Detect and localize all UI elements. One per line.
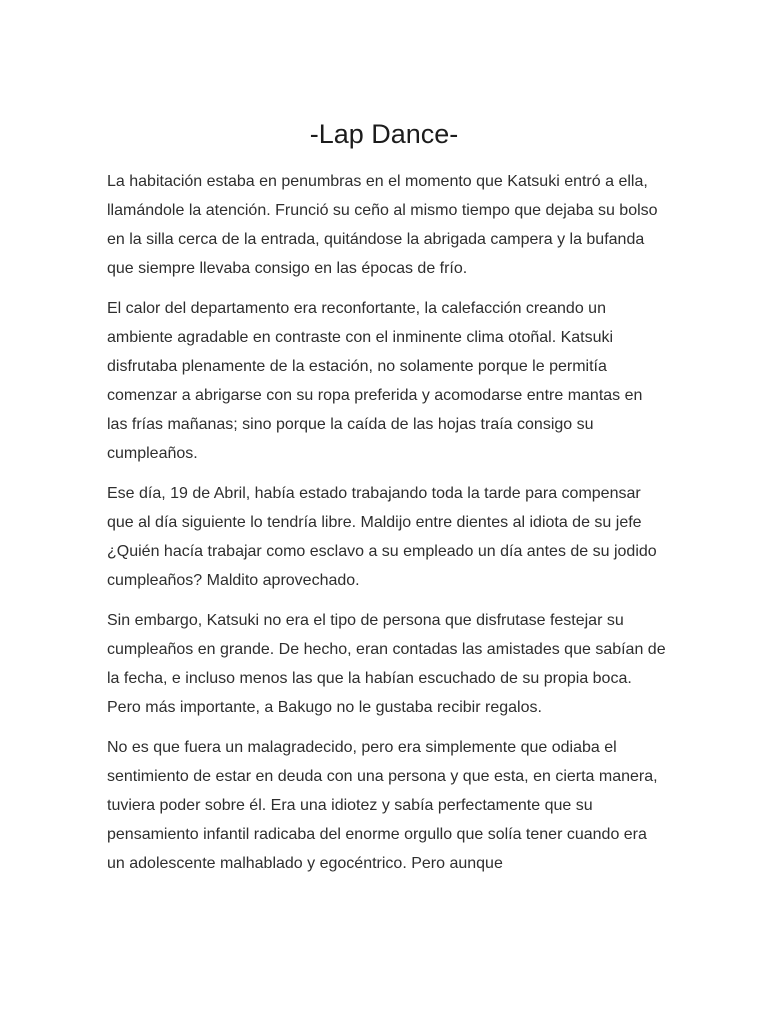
paragraph-3: Ese día, 19 de Abril, había estado trabajando toda la tarde para compensar que al día siguiente lo tendría libre. Maldijo entre dientes al idiota de su jefe ¿Quién hacía trabajar como esclavo a su empleado un día antes de su jodido cumpleaños? Maldito aprovechado. (107, 485, 657, 589)
paragraph-5: No es que fuera un malagradecido, pero era simplemente que odiaba el sentimiento de estar en deuda con una persona y que esta, en cierta manera, tuviera poder sobre él. Era una idiotez y sabía perfectamente que su pensamiento infantil radicaba del enorme orgullo que solía tener cuando era un adolescente malhablado y egocéntrico. Pero aunque (107, 739, 658, 872)
paragraph-2: El calor del departamento era reconfortante, la calefacción creando un ambiente agradable en contraste con el inminente clima otoñal. Katsuki disfrutaba plenamente de la estación, no solamente porque le permitía comenzar a abrigarse con su ropa preferida y acomodarse entre mantas en las frías mañanas; sino porque la caída de las hojas traía consigo su cumpleaños. (107, 300, 643, 462)
paragraph-1: La habitación estaba en penumbras en el momento que Katsuki entró a ella, llamándole la atención. Frunció su ceño al mismo tiempo que dejaba su bolso en la silla cerca de la entrada, quitándose la abrigada campera y la bufanda que siempre llevaba consigo en las épocas de frío. (107, 173, 658, 277)
document-body (107, 167, 667, 889)
document-title: -Lap Dance- (309, 119, 459, 149)
paragraph-4: Sin embargo, Katsuki no era el tipo de persona que disfrutase festejar su cumpleaños en grande. De hecho, eran contadas las amistades que sabían de la fecha, e incluso menos las que la habían escuchado de su propia boca. Pero más importante, a Bakugo no le gustaba recibir regalos. (107, 612, 666, 716)
